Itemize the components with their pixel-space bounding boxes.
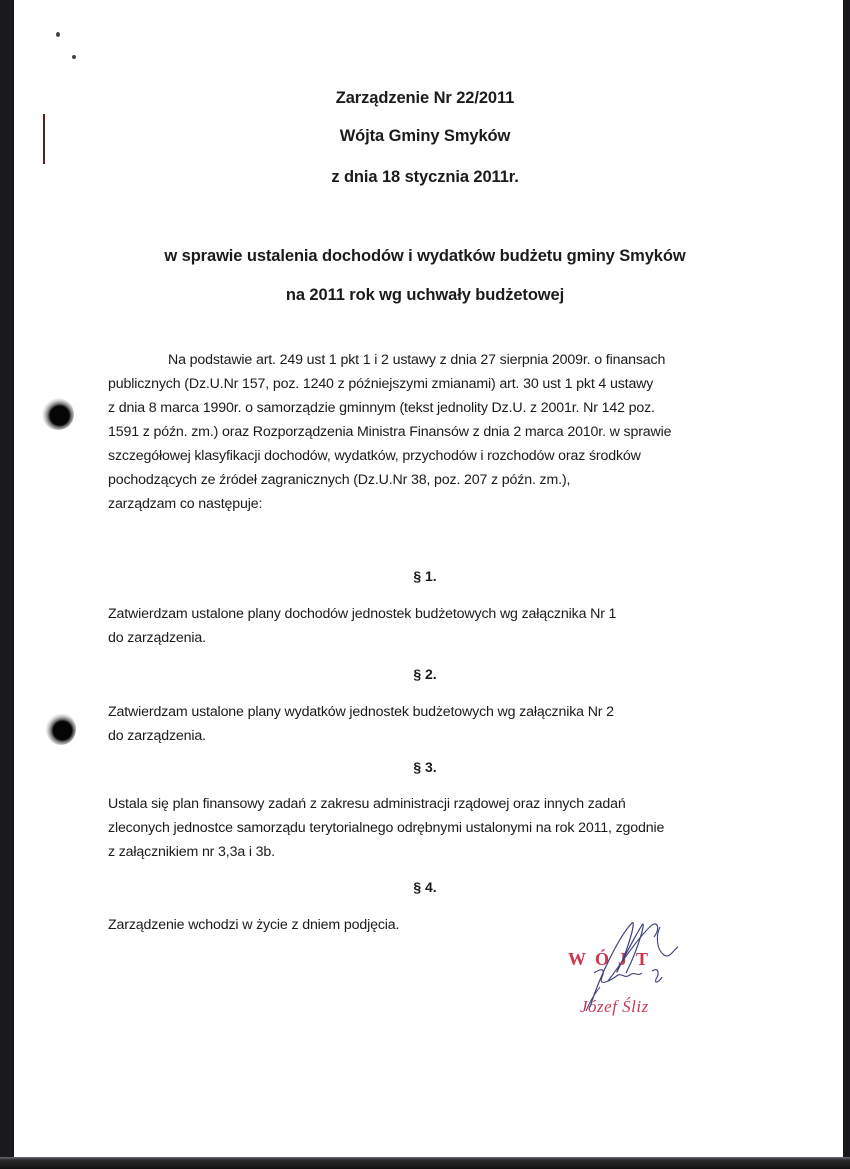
section-line: Ustala się plan finansowy zadań z zakresu administracji rządowej oraz innych zadań [108, 796, 626, 812]
section-line: Zatwierdzam ustalone plany dochodów jednostek budżetowych wg załącznika Nr 1 [108, 606, 617, 622]
section-3-text [108, 792, 748, 864]
document-date: z dnia 18 stycznia 2011r. [331, 168, 519, 186]
punch-hole-top [42, 398, 74, 430]
section-line: Zarządzenie wchodzi w życie z dniem podjęcia. [108, 917, 400, 933]
section-line: do zarządzenia. [108, 630, 206, 646]
preamble-line: zarządzam co następuje: [108, 496, 263, 512]
section-line: do zarządzenia. [108, 728, 206, 744]
section-4-mark: § 4. [413, 879, 437, 895]
document-subject-line-2: na 2011 rok wg uchwały budżetowej [285, 286, 565, 304]
document-issuer: Wójta Gminy Smyków [339, 127, 511, 145]
document-subject-line-1: w sprawie ustalenia dochodów i wydatków budżetu gminy Smyków [164, 247, 686, 265]
stamp-title: WÓJT [568, 949, 658, 969]
preamble-line: z dnia 8 marca 1990r. o samorządzie gminnym (tekst jednolity Dz.U. z 2001r. Nr 142 poz. [108, 400, 655, 416]
scan-speck [72, 55, 76, 59]
section-3-mark: § 3. [413, 759, 437, 775]
scan-edge-bottom [0, 1157, 850, 1169]
preamble-line: Na podstawie art. 249 ust 1 pkt 1 i 2 ustawy z dnia 27 sierpnia 2009r. o finansach [168, 352, 666, 368]
section-line: zleconych jednostce samorządu terytorialnego odrębnymi ustalonymi na rok 2011, zgodnie [108, 820, 665, 836]
scan-speck [56, 32, 60, 37]
stamp-name: Józef Śliz [580, 997, 649, 1016]
section-1-text [108, 602, 748, 650]
document-title: Zarządzenie Nr 22/2011 [335, 89, 515, 107]
preamble-line: pochodzących ze źródeł zagranicznych (Dz.U.Nr 38, poz. 207 z późn. zm.), [108, 472, 571, 488]
official-stamp [560, 915, 710, 1025]
section-2-mark: § 2. [413, 666, 437, 682]
section-2-text [108, 700, 748, 748]
handwritten-signature [560, 915, 710, 1025]
section-1-mark: § 1. [413, 568, 437, 584]
preamble-line: szczegółowej klasyfikacji dochodów, wydatków, przychodów i rozchodów oraz środków [108, 448, 641, 464]
section-line: Zatwierdzam ustalone plany wydatków jednostek budżetowych wg załącznika Nr 2 [108, 704, 614, 720]
section-line: z załącznikiem nr 3,3a i 3b. [108, 844, 275, 860]
punch-hole-bottom [46, 713, 76, 745]
preamble-line: 1591 z późn. zm.) oraz Rozporządzenia Ministra Finansów z dnia 2 marca 2010r. w sprawie [108, 424, 672, 440]
preamble-line: publicznych (Dz.U.Nr 157, poz. 1240 z późniejszymi zmianami) art. 30 ust 1 pkt 4 ustawy [108, 376, 654, 392]
preamble [108, 348, 748, 516]
